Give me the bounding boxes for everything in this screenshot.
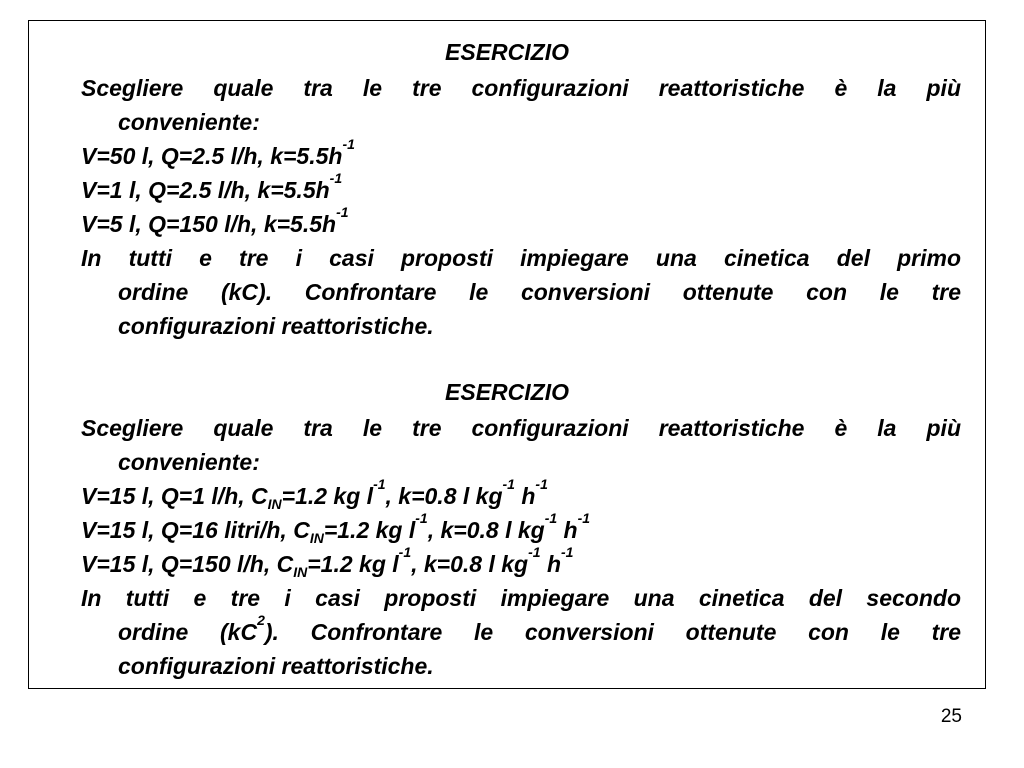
page-number: 25 bbox=[940, 706, 962, 727]
exercise-2-case-3: V=15 l, Q=150 l/h, $C_{IN}=1.2$ kg $l^{-1}$, k=0.8 l $kg^{-1}$ $h^{-1}$ bbox=[81, 544, 574, 580]
exercise-2-intro-line-1: Scegliere quale tra le tre configurazioni reattoristiche è la più bbox=[81, 415, 961, 441]
exercise-1-title: ESERCIZIO bbox=[445, 39, 569, 65]
exercise-2-note-line-1: In tutti e tre i casi proposti impiegare una cinetica del secondo bbox=[81, 585, 961, 611]
exercise-2-case-1: V=15 l, Q=1 l/h, $C_{IN}=1.2$ kg $l^{-1}$, k=0.8 l $kg^{-1}$ $h^{-1}$ bbox=[81, 476, 548, 512]
exercise-2-intro-line-2: conveniente: bbox=[118, 449, 260, 475]
exercise-1-intro-line-2: conveniente: bbox=[118, 109, 260, 135]
exercise-1-case-2: V=1 l, Q=2.5 l/h, $k=5.5h^{-1}$ bbox=[81, 170, 343, 203]
exercise-1-case-3: V=5 l, Q=150 l/h, $k=5.5h^{-1}$ bbox=[81, 204, 349, 237]
exercise-2-note-line-3: configurazioni reattoristiche. bbox=[118, 653, 434, 679]
exercise-1-note-line-2: ordine (kC). Confrontare le conversioni ottenute con le tre bbox=[118, 279, 961, 305]
exercise-2-case-2: V=15 l, Q=16 litri/h, $C_{IN}=1.2$ kg $l^{-1}$, k=0.8 l $kg^{-1}$ $h^{-1}$ bbox=[81, 510, 591, 546]
exercise-1-note-line-1: In tutti e tre i casi proposti impiegare una cinetica del primo bbox=[81, 245, 961, 271]
exercise-1-intro-line-1: Scegliere quale tra le tre configurazioni reattoristiche è la più bbox=[81, 75, 961, 101]
slide-frame bbox=[28, 20, 986, 689]
exercise-1-case-1: V=50 l, Q=2.5 l/h, $k=5.5h^{-1}$ bbox=[81, 136, 355, 169]
exercise-2-note-line-2: ordine $(kC^2)$. Confrontare le conversioni ottenute con le tre bbox=[118, 612, 961, 645]
exercise-2-title: ESERCIZIO bbox=[445, 379, 569, 405]
exercise-1-note-line-3: configurazioni reattoristiche. bbox=[118, 313, 434, 339]
